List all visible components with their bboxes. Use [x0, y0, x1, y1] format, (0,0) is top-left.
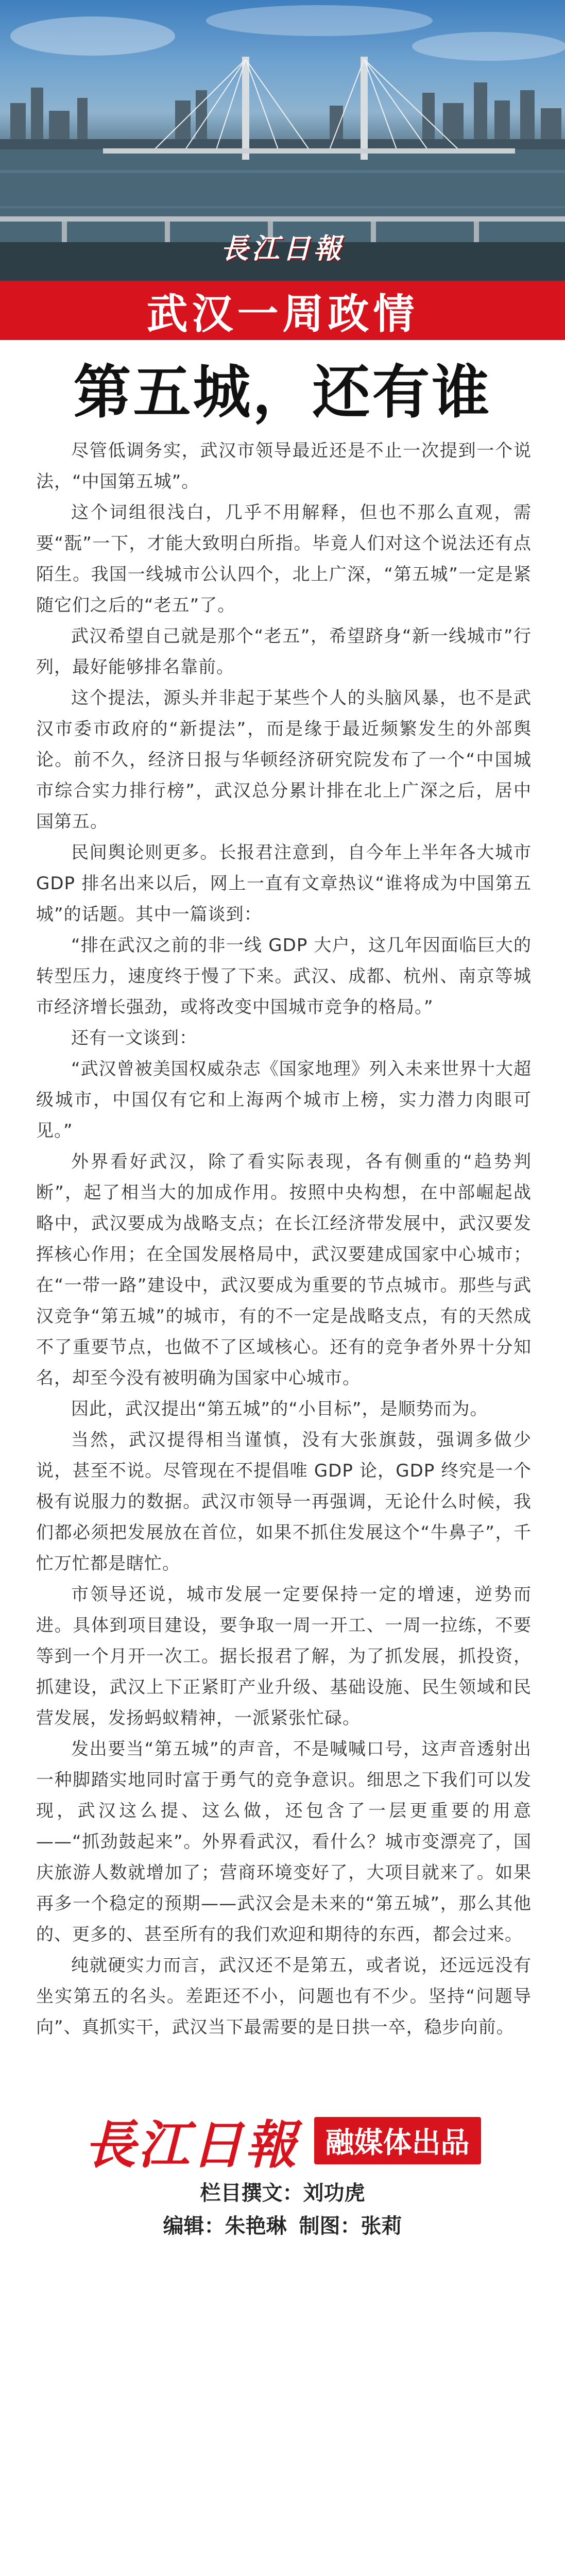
paragraph: 当然，武汉提得相当谨慎，没有大张旗鼓，强调多做少说，甚至不说。尽管现在不提倡唯 GDP 论，GDP 终究是一个极有说服力的数据。武汉市领导一再强调，无论什么时候，我们都必须把发展放在首位，如果不抓住发展这个“牛鼻子”，千忙万忙都是瞎忙。 [36, 1430, 532, 1574]
paragraph: 这个词组很浅白，几乎不用解释，但也不那么直观，需要“翫”一下，才能大致明白所指。毕竟人们对这个说法还有点陌生。我国一线城市公认四个，北上广深，“第五城”一定是紧随它们之后的“老五”了。 [36, 502, 532, 616]
editor-credit: 编辑：朱艳琳 [163, 2214, 287, 2238]
column-title: 武汉一周政情 [146, 290, 419, 338]
footer-newspaper-logo: 長江日報 [84, 2114, 299, 2175]
credits [0, 2177, 565, 2243]
paragraph: 纯就硬实力而言，武汉还不是第五，或者说，还远远没有坐实第五的名头。差距还不小，问题也有不少。坚持“问题导向”、真抓实干，武汉当下最需要的是日拱一卒，稳步向前。 [36, 1955, 532, 2038]
paragraph: 发出要当“第五城”的声音，不是喊喊口号，这声音透射出一种脚踏实地同时富于勇气的竞争意识。细思之下我们可以发现，武汉这么提、这么做，还包含了一层更重要的用意——“抓劲鼓起来”。外界看武汉，看什么？城市变漂亮了，国庆旅游人数就增加了；营商环境变好了，大项目就来了。如果再多一个稳定的预期——武汉会是未来的“第五城”，那么其他的、更多的、甚至所有的我们欢迎和期待的东西，都会过来。 [36, 1739, 532, 1945]
media-tag: 融媒体出品 [314, 2117, 481, 2164]
quote-paragraph: “排在武汉之前的非一线 GDP 大户，这几年因面临巨大的转型压力，速度终于慢了下来。武汉、成都、杭州、南京等城市经济增长强劲，或将改变中国城市竞争的格局。” [36, 935, 532, 1018]
article-body [0, 435, 565, 2043]
author-credit: 栏目撰文：刘功虎 [200, 2181, 365, 2205]
paragraph: 民间舆论则更多。长报君注意到，自今年上半年各大城市 GDP 排名出来以后，网上一直有文章热议“谁将成为中国第五城”的话题。其中一篇谈到： [36, 842, 532, 925]
article-headline [0, 340, 565, 435]
paragraph: 这个提法，源头并非起于某些个人的头脑风暴，也不是武汉市委市政府的“新提法”，而是缘于最近频繁发生的外部舆论。前不久，经济日报与华顿经济研究院发布了一个“中国城市综合实力排行榜”，武汉总分累计排在北上广深之后，居中国第五。 [36, 688, 532, 832]
footer-brand [0, 2105, 565, 2177]
hero-photo [0, 0, 565, 281]
paragraph: 尽管低调务实，武汉市领导最近还是不止一次提到一个说法，“中国第五城”。 [36, 440, 532, 492]
quote-paragraph: “武汉曾被美国权威杂志《国家地理》列入未来世界十大超级城市，中国仅有它和上海两个城市上榜，实力潜力肉眼可见。” [36, 1059, 532, 1141]
paragraph: 市领导还说，城市发展一定要保持一定的增速，逆势而进。具体到项目建设，要争取一周一开工、一周一拉练，不要等到一个月开一次工。据长报君了解，为了抓发展，抓投资，抓建设，武汉上下正紧盯产业升级、基础设施、民生领域和民营发展，发扬蚂蚁精神，一派紧张忙碌。 [36, 1584, 532, 1728]
paragraph: 武汉希望自己就是那个“老五”，希望跻身“新一线城市”行列，最好能够排名靠前。 [36, 626, 532, 677]
editor-credits-row [0, 2210, 565, 2243]
paragraph: 因此，武汉提出“第五城”的“小目标”，是顺势而为。 [71, 1399, 488, 1419]
headline-text: 第五城，还有谁 [73, 359, 492, 426]
design-credit: 制图：张莉 [299, 2214, 402, 2238]
newspaper-logo: 長江日報 [220, 232, 345, 265]
column-banner [0, 281, 565, 340]
paragraph: 外界看好武汉，除了看实际表现，各有侧重的“趋势判断”，起了相当大的加成作用。按照中央构想，在中部崛起战略中，武汉要成为战略支点；在长江经济带发展中，武汉要发挥核心作用；在全国发展格局中，武汉要建成国家中心城市；在“一带一路”建设中，武汉要成为重要的节点城市。那些与武汉竞争“第五城”的城市，有的不一定是战略支点，有的天然成不了重要节点，也做不了区域核心。还有的竞争者外界十分知名，却至今没有被明确为国家中心城市。 [36, 1151, 532, 1388]
paragraph: 还有一文谈到： [71, 1028, 197, 1048]
